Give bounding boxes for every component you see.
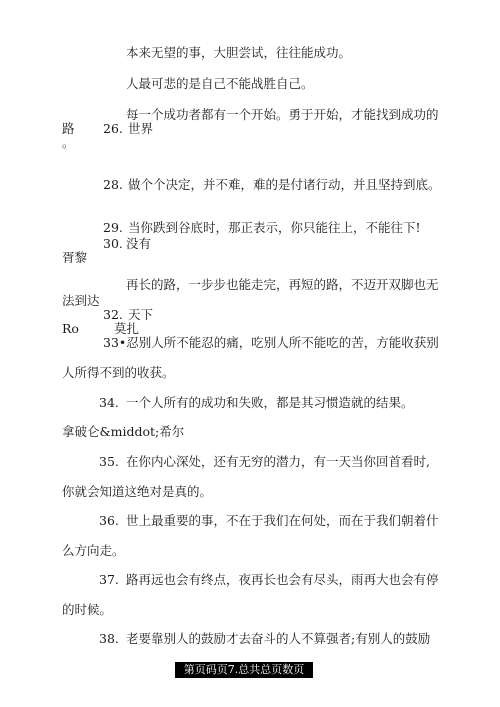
quote-line: 。 bbox=[62, 135, 75, 150]
quote-line: 路 bbox=[62, 121, 75, 136]
quote-line: 一个人所有的成功和失败，都是其习惯造就的结果。 bbox=[126, 395, 414, 410]
item-number: 26. bbox=[103, 121, 123, 136]
quote-line: 的时候。 bbox=[62, 602, 113, 617]
quote-line: 你就会知道这绝对是真的。 bbox=[62, 484, 213, 499]
quote-line: 法到达 bbox=[62, 293, 100, 308]
quote-author: 胥黎 bbox=[62, 250, 88, 265]
quote-line: 么方向走。 bbox=[62, 543, 125, 558]
quote-line: 人所得不到的收获。 bbox=[62, 365, 175, 380]
quote-line: 老要靠别人的鼓励才去奋斗的人不算强者;有别人的鼓励 bbox=[126, 631, 431, 646]
quote-author: 拿破仑&middot;希尔 bbox=[62, 424, 185, 439]
quote-line: 做个个决定，并不难，难的是付诸行动，并且坚持到底。 bbox=[128, 177, 441, 192]
quote-line: 每一个成功者都有一个开始。勇于开始，才能找到成功的 bbox=[126, 107, 439, 122]
quote-author: Ro bbox=[62, 321, 79, 336]
item-number: 29. bbox=[103, 220, 123, 235]
item-number: 36. bbox=[99, 513, 119, 528]
item-number: 34. bbox=[99, 395, 119, 410]
item-number: 38. bbox=[99, 631, 119, 646]
quote-line: 没有 bbox=[126, 236, 152, 251]
item-number: 37. bbox=[99, 572, 119, 587]
item-number: 28. bbox=[103, 177, 123, 192]
item-number: 30. bbox=[103, 236, 123, 251]
quote-line: 天下 bbox=[128, 307, 154, 322]
quote-line: 世上最重要的事，不在于我们在何处，而在于我们朝着什 bbox=[126, 513, 439, 528]
quote-line: 33•忍别人所不能忍的痛，吃别人所不能吃的苦，方能收获别 bbox=[103, 335, 439, 350]
quote-line: 世界 bbox=[128, 121, 154, 136]
quote-line: 路再远也会有终点，夜再长也会有尽头，雨再大也会有停 bbox=[126, 572, 439, 587]
quote-author: 莫扎 bbox=[114, 321, 140, 336]
quote-line: 本来无望的事，大胆尝试，往往能成功。 bbox=[126, 45, 352, 60]
quote-line: 人最可悲的是自己不能战胜自己。 bbox=[126, 76, 314, 91]
quote-line: 在你内心深处，还有无穷的潜力，有一天当你回首看时, bbox=[126, 454, 430, 469]
quote-line: 当你跌到谷底时，那正表示，你只能往上，不能往下! bbox=[128, 220, 421, 235]
quote-line: 再长的路，一步步也能走完，再短的路，不迈开双脚也无 bbox=[126, 277, 439, 292]
page-footer-label: 第页码页7.总共总页数页 bbox=[175, 662, 313, 678]
item-number: 32. bbox=[103, 307, 123, 322]
item-number: 35. bbox=[99, 454, 119, 469]
